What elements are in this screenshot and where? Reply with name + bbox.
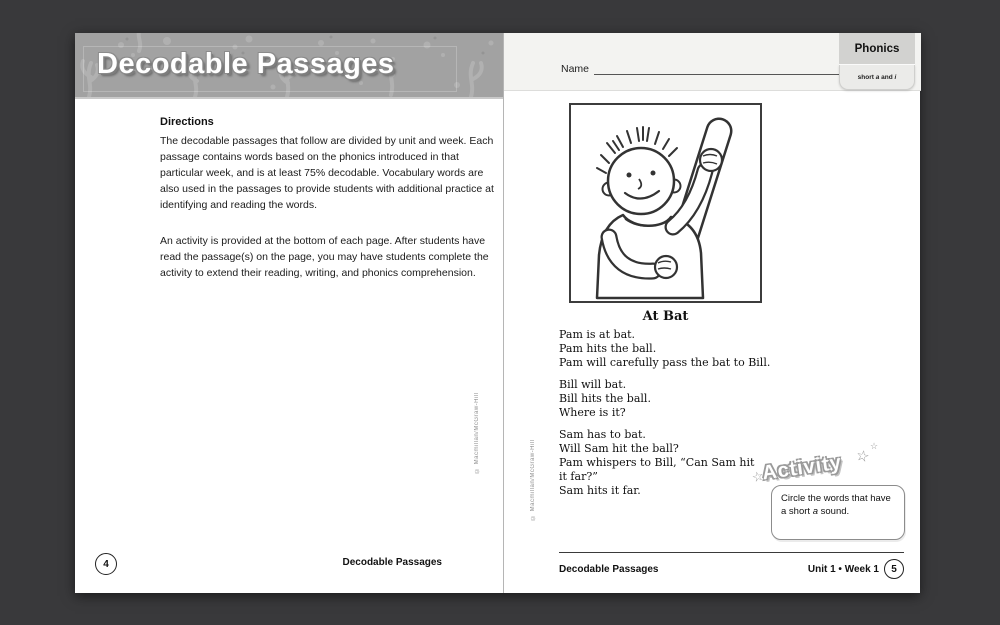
illustration-frame [569,103,762,303]
star-icon: ☆ [870,441,879,451]
right-page [503,33,920,593]
star-icon: ☆ [750,467,766,486]
star-icon: ☆ [854,446,871,467]
passage-line: Where is it? [559,406,626,419]
footer-divider [559,552,904,553]
stanza-2 [559,378,849,420]
passage-line: Sam hits it far. [559,484,641,497]
passage-line: Pam hits the ball. [559,342,657,355]
passage-line: Pam whispers to Bill, “Can Sam hit [559,456,755,469]
footer-row [559,559,904,579]
footer-unit-group [808,559,904,579]
activity-label: Activity [760,451,844,485]
passage-line: Bill will bat. [559,378,627,391]
directions-heading: Directions [160,116,214,128]
left-page [75,33,503,593]
directions-paragraph-2: An activity is provided at the bottom of each page. After students have read the passage(s) on the page, you may have students complete the activity to extend their reading, writing, and phonics comprehension. [160,235,489,279]
chapter-banner [75,33,503,99]
name-blank-line [594,63,839,75]
directions-paragraph-1: The decodable passages that follow are divided by unit and week. Each passage contains words based on the phonics introduced in that particular week, and is at least 75% decodable. Vocabulary words are also used in the passages to provide students with additional practice at identifying and reading the words. [160,135,494,211]
phonics-tab-subtitle: short a and i [839,65,915,90]
chapter-title: Decodable Passages [97,48,395,80]
passage-line: Pam is at bat. [559,328,636,341]
copyright-right: © Macmillan/McGraw-Hill [530,439,536,520]
passage-line: Will Sam hit the ball? [559,442,679,455]
activity-instruction-box: Circle the words that have a short a sound. [771,485,905,540]
passage-line: Bill hits the ball. [559,392,651,405]
copyright-left: © Macmillan/McGraw-Hill [474,392,480,473]
name-row [561,63,839,75]
passage-line: Pam will carefully pass the bat to Bill. [559,356,771,369]
stanza-1 [559,328,849,370]
name-label: Name [561,63,590,75]
passage-line: it far?” [559,470,598,483]
boy-with-bat-illustration [571,105,760,301]
phonics-tab [839,33,915,90]
page-number-left: 4 [95,553,117,575]
page-number-right: 5 [884,559,904,579]
book-spread [75,33,920,593]
footer-book-title-left: Decodable Passages [342,557,442,568]
footer-book-title-right: Decodable Passages [559,563,659,575]
unit-week-label: Unit 1 • Week 1 [807,563,879,575]
passage-line: Sam has to bat. [559,428,646,441]
passage-title: At Bat [642,309,689,324]
phonics-tab-title: Phonics [839,33,915,65]
